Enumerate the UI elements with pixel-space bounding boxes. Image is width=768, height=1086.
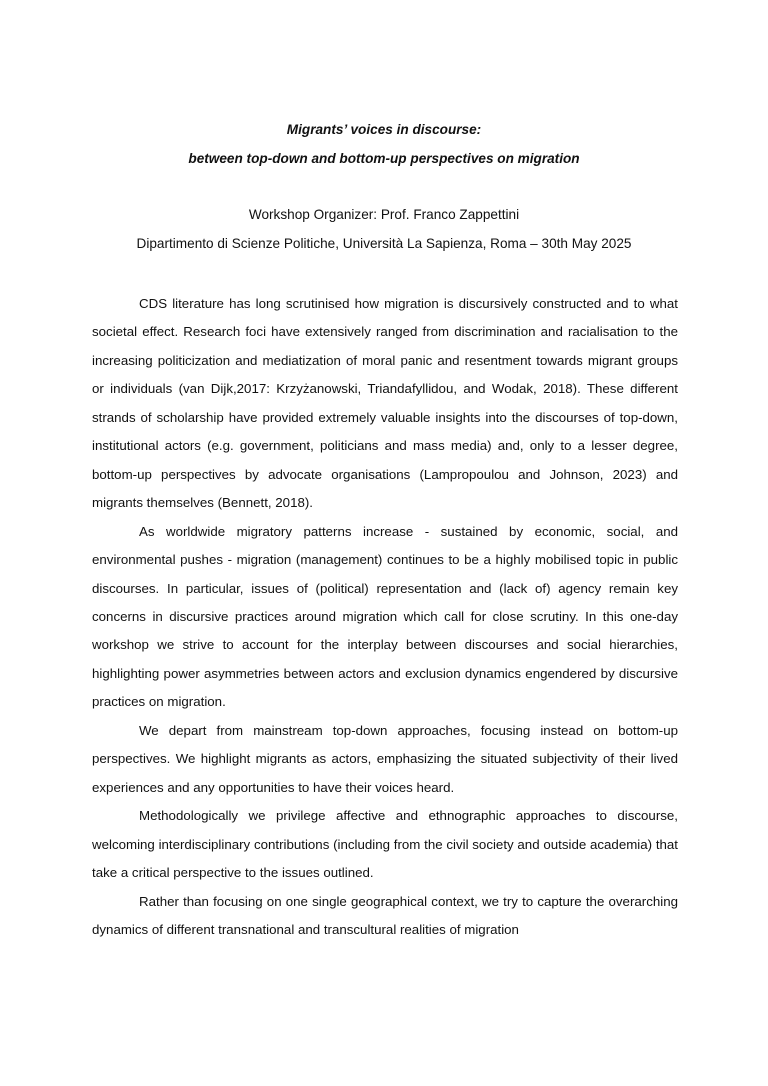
venue-date-line: Dipartimento di Scienze Politiche, Università La Sapienza, Roma – 30th May 2025: [136, 236, 632, 251]
title-line-1: Migrants’ voices in discourse:: [286, 122, 482, 137]
document-title: [0, 120, 768, 169]
paragraph-1: CDS literature has long scrutinised how migration is discursively constructed and to what societal effect. Research foci have extensively ranged from discrimination and racialisation to the increasing politicization and mediatization of moral panic and resentment towards migrant groups or individuals (van Dijk,2017: Krzyżanowski, Triandafyllidou, and Wodak, 2018). These different strands of scholarship have provided extremely valuable insights into the discourses of top-down, institutional actors (e.g. government, politicians and mass media) and, only to a lesser degree, bottom-up perspectives by advocate organisations (Lampropoulou and Johnson, 2023) and migrants themselves (Bennett, 2018).: [92, 296, 678, 511]
paragraph-4: Methodologically we privilege affective and ethnographic approaches to discourse, welcoming interdisciplinary contributions (including from the civil society and outside academia) that take a critical perspective to the issues outlined.: [92, 808, 678, 881]
paragraph-3: We depart from mainstream top-down approaches, focusing instead on bottom-up perspectives. We highlight migrants as actors, emphasizing the situated subjectivity of their lived experiences and any opportunities to have their voices heard.: [92, 722, 678, 795]
body-text: [92, 290, 678, 944]
title-line-2: between top-down and bottom-up perspectives on migration: [188, 151, 580, 166]
organizer-line: Workshop Organizer: Prof. Franco Zappettini: [248, 207, 520, 222]
paragraph-5: Rather than focusing on one single geographical context, we try to capture the overarching dynamics of different transnational and transcultural realities of migration: [92, 893, 678, 937]
organizer-info: [0, 205, 768, 254]
paragraph-2: As worldwide migratory patterns increase - sustained by economic, social, and environmental pushes - migration (management) continues to be a highly mobilised topic in public discourses. In particular, issues of (political) representation and (lack of) agency remain key concerns in discursive practices around migration which call for close scrutiny. In this one-day workshop we strive to account for the interplay between discourses and social hierarchies, highlighting power asymmetries between actors and exclusion dynamics engendered by discursive practices on migration.: [92, 523, 678, 710]
